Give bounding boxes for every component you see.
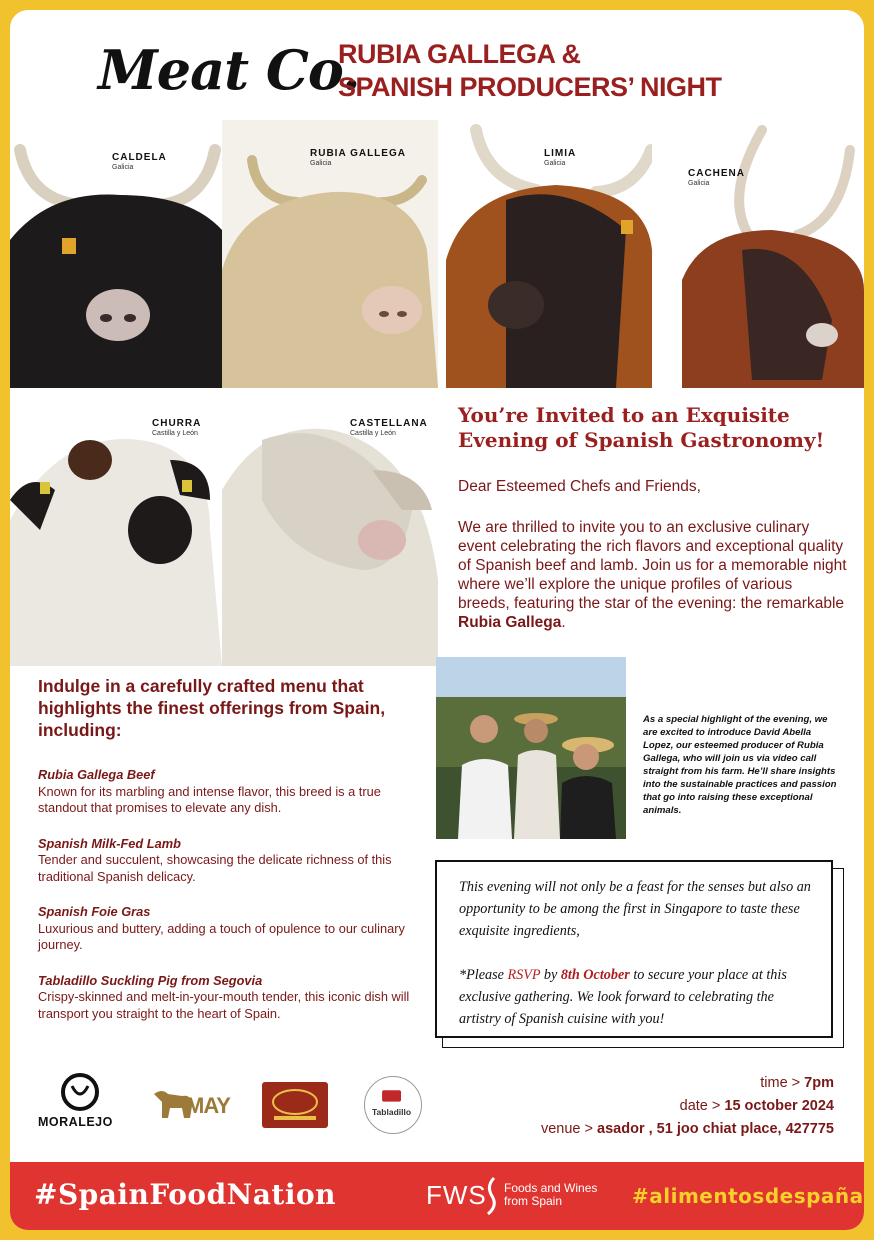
- animal-cachena: [672, 120, 864, 388]
- moralejo-logo: [36, 1072, 126, 1134]
- breed-origin: Castilla y León: [152, 430, 198, 437]
- menu-item-name: Tabladillo Suckling Pig from Segovia: [38, 972, 263, 988]
- producer-photo: [436, 657, 626, 839]
- animal-castellana: [222, 400, 438, 666]
- menu-item-name: Spanish Milk-Fed Lamb: [38, 835, 181, 851]
- embutidos-logo: [262, 1082, 328, 1128]
- rsvp-link[interactable]: RSVP: [507, 967, 541, 983]
- menu-item-name: Spanish Foie Gras: [38, 904, 151, 919]
- date-value: 15 october 2024: [724, 1098, 834, 1114]
- people-photo-icon: [436, 657, 626, 839]
- invitation-body: [458, 477, 848, 654]
- event-title-line1: RUBIA GALLEGA &: [338, 39, 581, 69]
- invitation-heading-line1: You’re Invited to an Exquisite: [458, 403, 790, 427]
- breed-origin: Galicia: [544, 160, 566, 167]
- fws-tagline-line1: Foods and Wines: [504, 1181, 598, 1195]
- highlight-breed: Rubia Gallega: [458, 614, 562, 631]
- date-label: date >: [679, 1098, 721, 1114]
- animal-rubia-gallega: [222, 120, 438, 388]
- may-logo: [152, 1084, 232, 1124]
- invitation-heading-line2: Evening of Spanish Gastronomy!: [458, 428, 825, 452]
- menu-heading: Indulge in a carefully crafted menu that highlights the finest offerings from Spain, including:: [38, 676, 386, 740]
- menu-item-name: Rubia Gallega Beef: [38, 767, 155, 782]
- embutidos-emblem-icon: [262, 1082, 328, 1128]
- breed-name: CACHENA: [688, 168, 745, 179]
- greeting: Dear Esteemed Chefs and Friends,: [458, 478, 701, 495]
- menu-item-desc: Crispy-skinned and melt-in-your-mouth tender, this iconic dish will transport you straight to the heart of Spain.: [38, 989, 410, 1021]
- event-title: [338, 38, 722, 104]
- flyer-page: [10, 10, 864, 1230]
- fws-swoosh-icon: [484, 1176, 498, 1216]
- breed-name: CASTELLANA: [350, 418, 428, 429]
- bull-icon: [672, 120, 864, 388]
- breed-origin: Galicia: [688, 180, 710, 187]
- producer-caption: As a special highlight of the evening, we are excited to introduce David Abella Lopez, our esteemed producer of Rubia Gallega, who will join us via video call straight from his farm. He’ll share insights into the sustainable practices and passion that go into raising these exceptional animals.: [643, 714, 837, 816]
- meat-co-logo: Meat Co.: [98, 38, 360, 102]
- rsvp-pre: *Please: [459, 967, 508, 983]
- sheep-icon: [222, 400, 438, 666]
- animal-churra: [10, 400, 222, 666]
- menu-item-desc: Known for its marbling and intense flavor, this breed is a true standout that promises to elevate any dish.: [38, 783, 381, 815]
- animal-limia: [446, 120, 652, 388]
- breed-name: LIMIA: [544, 148, 577, 159]
- venue-label: venue >: [540, 1121, 593, 1137]
- invitation-heading: [458, 403, 858, 453]
- rsvp-post: to secure your place at this exclusive gathering. We look forward to celebrating the artistry of Spanish cuisine with you!: [459, 967, 787, 1027]
- menu-item-desc: Tender and succulent, showcasing the delicate richness of this traditional Spanish delicacy.: [38, 852, 392, 884]
- menu-item: [38, 973, 423, 1023]
- tabladillo-logo: [364, 1076, 422, 1134]
- fws-tagline-line2: from Spain: [504, 1194, 563, 1208]
- breed-origin: Castilla y León: [350, 430, 396, 437]
- invitation-period: .: [561, 614, 566, 631]
- fws-logo: FWS: [426, 1180, 487, 1210]
- tabladillo-emblem-icon: [365, 1077, 420, 1132]
- menu-item: [38, 904, 423, 954]
- detail-venue: [541, 1118, 834, 1141]
- detail-time: [541, 1072, 834, 1095]
- event-title-line2: SPANISH PRODUCERS’ NIGHT: [338, 72, 722, 102]
- invitation-paragraph: [458, 518, 848, 632]
- invitation-text: We are thrilled to invite you to an exclusive culinary event celebrating the rich flavors and exceptional quality of Spanish beef and lamb. Join us for a memorable night where we’ll explore the unique profiles of various breeds, featuring the star of the evening: the remarkable: [458, 519, 847, 612]
- menu-item-desc: Luxurious and buttery, adding a touch of opulence to our culinary journey.: [38, 920, 405, 952]
- breed-name: CALDELA: [112, 152, 167, 163]
- time-label: time >: [760, 1075, 801, 1091]
- venue-value: asador , 51 joo chiat place, 427775: [597, 1121, 834, 1137]
- breed-name: CHURRA: [152, 418, 202, 429]
- rsvp-by: by: [540, 967, 561, 983]
- breed-origin: Galicia: [112, 164, 134, 171]
- breed-name: RUBIA GALLEGA: [310, 148, 406, 159]
- rsvp-note: [435, 860, 833, 1038]
- rsvp-paragraph: [459, 964, 815, 1030]
- breed-origin: Galicia: [310, 160, 332, 167]
- event-details: [541, 1072, 834, 1141]
- menu-item: [38, 836, 423, 886]
- animal-caldela: [10, 120, 222, 388]
- may-text: MAY: [186, 1093, 230, 1118]
- moralejo-text: MORALEJO: [38, 1115, 113, 1129]
- detail-date: [541, 1095, 834, 1118]
- tabladillo-text: Tabladillo: [372, 1107, 412, 1117]
- note-paragraph: This evening will not only be a feast for the senses but also an opportunity to be among the first in Singapore to taste these exquisite ingredients,: [459, 879, 811, 939]
- menu-item: [38, 767, 423, 817]
- fws-tagline: [504, 1182, 597, 1208]
- rsvp-date: 8th October: [560, 967, 630, 983]
- time-value: 7pm: [804, 1075, 834, 1091]
- sheep-icon: [10, 400, 222, 666]
- spain-food-nation-hashtag: #SpainFoodNation: [34, 1178, 337, 1211]
- alimentos-hashtag: #alimentosdespaña: [632, 1184, 864, 1208]
- menu-list: [38, 767, 423, 1041]
